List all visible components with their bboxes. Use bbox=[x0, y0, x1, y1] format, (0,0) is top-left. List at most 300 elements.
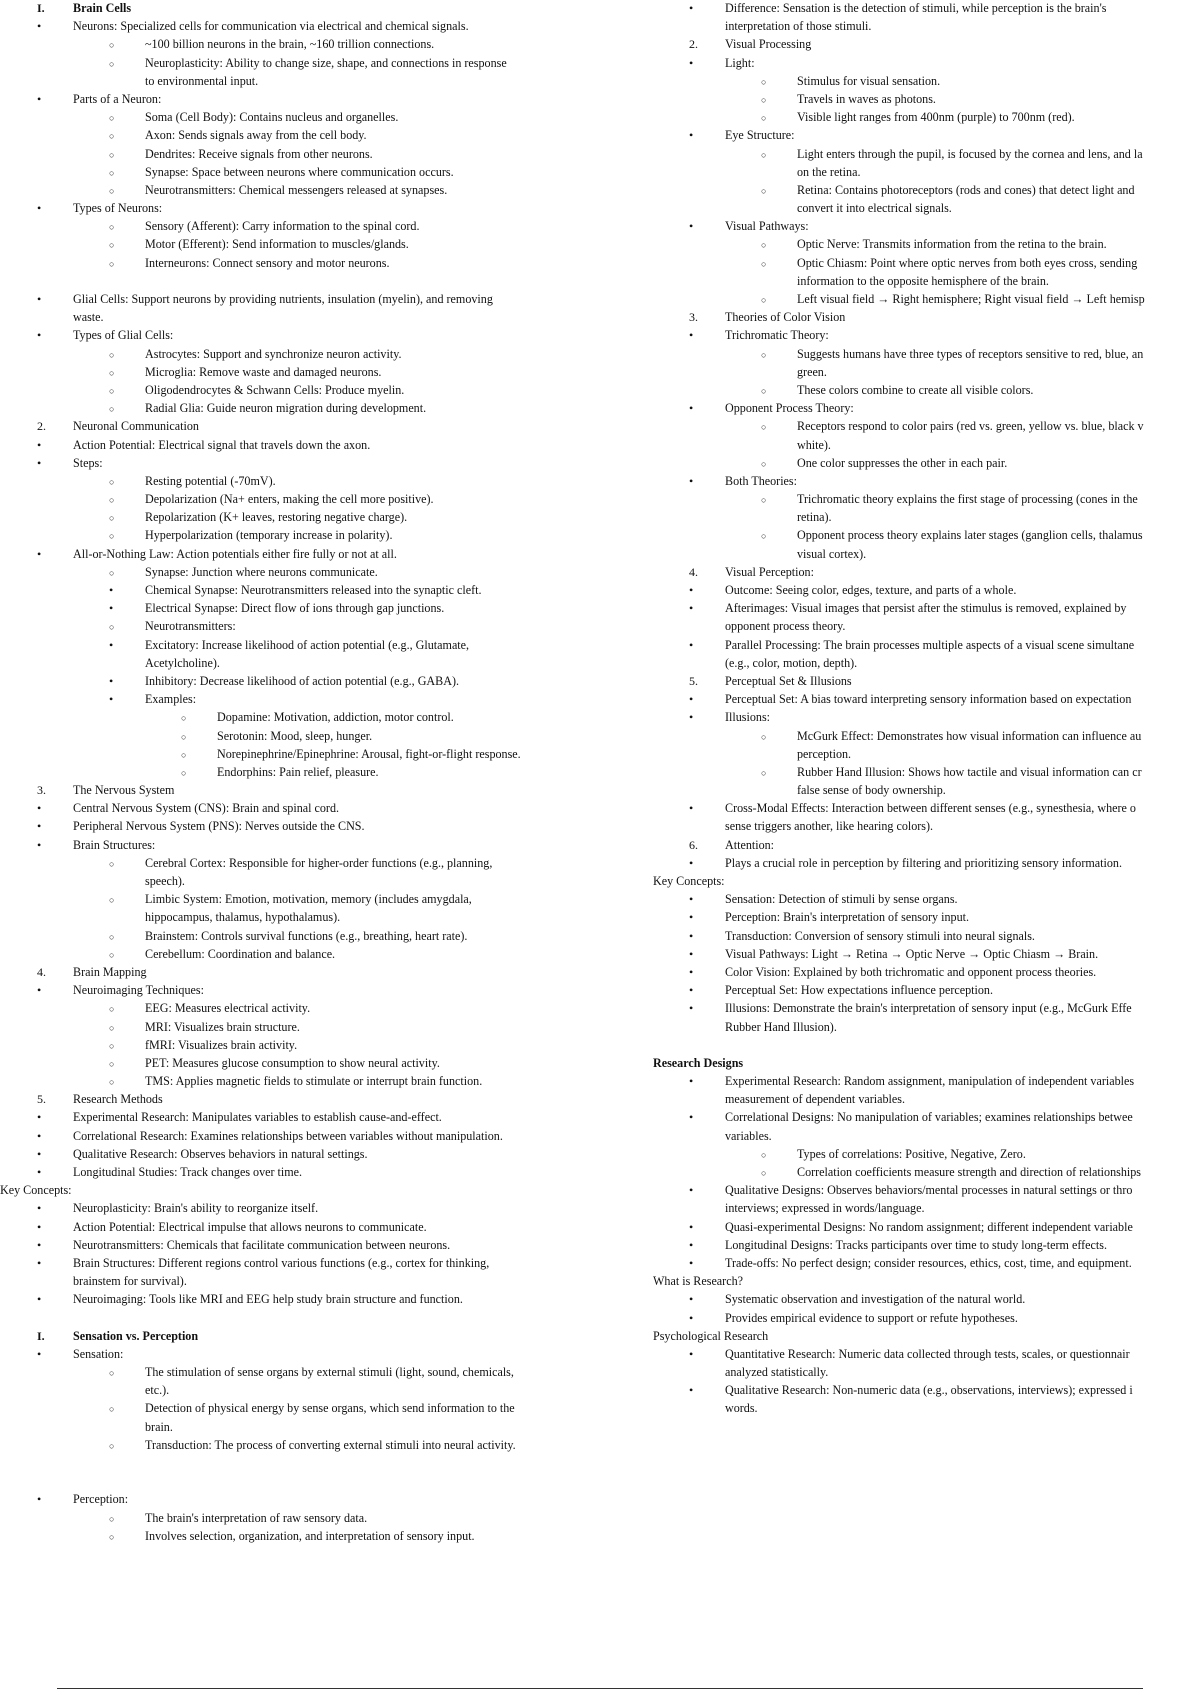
hollow-bullet: ○ bbox=[109, 1440, 115, 1451]
subheading: Key Concepts: bbox=[0, 1183, 72, 1198]
note-text: opponent process theory. bbox=[725, 619, 846, 634]
note-text: Quantitative Research: Numeric data collected through tests, scales, or questionnair bbox=[725, 1346, 1130, 1361]
note-text: Research Methods bbox=[73, 1092, 163, 1107]
note-line bbox=[652, 1309, 1200, 1327]
note-line bbox=[0, 108, 650, 126]
note-text: The Nervous System bbox=[73, 783, 175, 798]
note-text: Trade-offs: No perfect design; consider resources, ethics, cost, time, and equipment. bbox=[725, 1255, 1132, 1270]
right-column bbox=[652, 0, 1200, 1418]
note-line bbox=[0, 235, 650, 253]
note-line bbox=[652, 727, 1200, 745]
bullet: • bbox=[37, 1219, 42, 1234]
continuation-line bbox=[0, 908, 650, 926]
bullet: • bbox=[109, 673, 114, 688]
note-text: Optic Chiasm: Point where optic nerves from both eyes cross, sending bbox=[797, 255, 1138, 270]
note-line bbox=[0, 890, 650, 908]
note-text: Theories of Color Vision bbox=[725, 310, 846, 325]
continuation-line bbox=[652, 17, 1200, 35]
note-line bbox=[652, 381, 1200, 399]
note-text: Transduction: The process of converting external stimuli into neural activity. bbox=[145, 1437, 516, 1452]
note-text: analyzed statistically. bbox=[725, 1365, 829, 1380]
note-line bbox=[0, 199, 650, 217]
note-text: Neurotransmitters: bbox=[145, 619, 236, 634]
hollow-bullet: ○ bbox=[109, 185, 115, 196]
note-line bbox=[0, 672, 650, 690]
note-text: Repolarization (K+ leaves, restoring negative charge). bbox=[145, 510, 408, 525]
note-line bbox=[0, 945, 650, 963]
note-line bbox=[0, 181, 650, 199]
note-text: brainstem for survival). bbox=[73, 1274, 187, 1289]
bullet: • bbox=[37, 983, 42, 998]
note-line bbox=[0, 17, 650, 35]
hollow-bullet: ○ bbox=[109, 495, 115, 506]
note-text: Plays a crucial role in perception by filtering and prioritizing sensory information. bbox=[725, 855, 1122, 870]
bullet: • bbox=[37, 1346, 42, 1361]
note-line bbox=[652, 54, 1200, 72]
bullet: • bbox=[109, 601, 114, 616]
note-text: Microglia: Remove waste and damaged neurons. bbox=[145, 364, 382, 379]
continuation-line bbox=[652, 508, 1200, 526]
hollow-bullet: ○ bbox=[761, 258, 767, 269]
note-text: TMS: Applies magnetic fields to stimulate or interrupt brain function. bbox=[145, 1074, 483, 1089]
blank-line bbox=[652, 1036, 1200, 1054]
note-text: Sensory (Afferent): Carry information to the spinal cord. bbox=[145, 219, 420, 234]
note-line bbox=[652, 145, 1200, 163]
bullet: • bbox=[109, 637, 114, 652]
note-text: McGurk Effect: Demonstrates how visual information can influence au bbox=[797, 728, 1142, 743]
note-text: Attention: bbox=[725, 837, 775, 852]
note-text: Astrocytes: Support and synchronize neuron activity. bbox=[145, 346, 402, 361]
note-text: Visual Pathways: bbox=[725, 219, 809, 234]
list-number: 3. bbox=[689, 310, 698, 325]
note-line bbox=[0, 381, 650, 399]
note-text: Retina: Contains photoreceptors (rods and cones) that detect light and bbox=[797, 182, 1135, 197]
list-number: 6. bbox=[689, 837, 698, 852]
note-text: One color suppresses the other in each pair. bbox=[797, 455, 1008, 470]
bullet: • bbox=[689, 801, 694, 816]
note-text: on the retina. bbox=[797, 164, 861, 179]
note-text: Transduction: Conversion of sensory stimuli into neural signals. bbox=[725, 928, 1035, 943]
note-line bbox=[0, 1527, 650, 1545]
note-line bbox=[0, 454, 650, 472]
note-line bbox=[0, 1236, 650, 1254]
note-text: Quasi-experimental Designs: No random assignment; different independent variable bbox=[725, 1219, 1133, 1234]
note-line bbox=[0, 1490, 650, 1508]
bullet: • bbox=[689, 710, 694, 725]
note-text: Central Nervous System (CNS): Brain and spinal cord. bbox=[73, 801, 340, 816]
bullet: • bbox=[689, 1346, 694, 1361]
note-line bbox=[652, 1181, 1200, 1199]
note-text: Examples: bbox=[145, 692, 197, 707]
hollow-bullet: ○ bbox=[109, 895, 115, 906]
bullet: • bbox=[689, 892, 694, 907]
hollow-bullet: ○ bbox=[761, 422, 767, 433]
continuation-line bbox=[652, 654, 1200, 672]
bullet: • bbox=[689, 1183, 694, 1198]
note-text: Brain Mapping bbox=[73, 964, 147, 979]
bullet: • bbox=[689, 128, 694, 143]
note-text: perception. bbox=[797, 746, 852, 761]
note-text: Neuroimaging Techniques: bbox=[73, 983, 204, 998]
note-line bbox=[652, 326, 1200, 344]
note-text: Acetylcholine). bbox=[145, 655, 220, 670]
bullet: • bbox=[37, 437, 42, 452]
note-text: Qualitative Research: Observes behaviors in natural settings. bbox=[73, 1146, 368, 1161]
note-text: Afterimages: Visual images that persist after the stimulus is removed, explained by bbox=[725, 601, 1127, 616]
hollow-bullet: ○ bbox=[109, 1058, 115, 1069]
note-line bbox=[652, 35, 1200, 53]
bullet: • bbox=[689, 1255, 694, 1270]
bullet: • bbox=[689, 1237, 694, 1252]
continuation-line bbox=[652, 1363, 1200, 1381]
note-text: Excitatory: Increase likelihood of action potential (e.g., Glutamate, bbox=[145, 637, 470, 652]
bullet: • bbox=[37, 455, 42, 470]
note-text: Soma (Cell Body): Contains nucleus and organelles. bbox=[145, 110, 399, 125]
bullet: • bbox=[37, 1492, 42, 1507]
note-text: Suggests humans have three types of receptors sensitive to red, blue, an bbox=[797, 346, 1144, 361]
note-text: Cerebellum: Coordination and balance. bbox=[145, 946, 336, 961]
note-text: fMRI: Visualizes brain activity. bbox=[145, 1037, 298, 1052]
note-text: interpretation of those stimuli. bbox=[725, 19, 872, 34]
continuation-line bbox=[652, 363, 1200, 381]
bullet: • bbox=[689, 1, 694, 15]
hollow-bullet: ○ bbox=[761, 531, 767, 542]
note-line bbox=[0, 1363, 650, 1381]
note-line bbox=[0, 345, 650, 363]
list-number: I. bbox=[37, 1328, 45, 1343]
hollow-bullet: ○ bbox=[109, 476, 115, 487]
section-heading: Sensation vs. Perception bbox=[73, 1328, 199, 1343]
note-line bbox=[652, 1381, 1200, 1399]
note-text: retina). bbox=[797, 510, 832, 525]
note-text: Visual Pathways: Light → Retina → Optic Nerve → Optic Chiasm → Brain. bbox=[725, 946, 1099, 961]
subheading: Key Concepts: bbox=[653, 874, 725, 888]
note-line bbox=[652, 1236, 1200, 1254]
note-text: Optic Nerve: Transmits information from the retina to the brain. bbox=[797, 237, 1107, 252]
note-text: Hyperpolarization (temporary increase in polarity). bbox=[145, 528, 393, 543]
note-text: false sense of body ownership. bbox=[797, 783, 946, 798]
note-text: Sensation: Detection of stimuli by sense organs. bbox=[725, 892, 958, 907]
note-line bbox=[652, 72, 1200, 90]
list-number: I. bbox=[37, 1, 45, 15]
note-line bbox=[652, 290, 1200, 308]
note-line bbox=[0, 1399, 650, 1417]
note-text: Experimental Research: Random assignment, manipulation of independent variables bbox=[725, 1074, 1135, 1089]
hollow-bullet: ○ bbox=[109, 1513, 115, 1524]
left-column bbox=[0, 0, 650, 1545]
note-text: (e.g., color, motion, depth). bbox=[725, 655, 858, 670]
note-line bbox=[0, 254, 650, 272]
note-line bbox=[0, 1163, 650, 1181]
note-line bbox=[0, 163, 650, 181]
bullet: • bbox=[689, 473, 694, 488]
note-text: Neurotransmitters: Chemical messengers released at synapses. bbox=[145, 182, 448, 197]
bullet: • bbox=[37, 546, 42, 561]
note-text: Oligodendrocytes & Schwann Cells: Produce myelin. bbox=[145, 382, 405, 397]
hollow-bullet: ○ bbox=[109, 222, 115, 233]
hollow-bullet: ○ bbox=[109, 531, 115, 542]
list-number: 2. bbox=[37, 419, 46, 434]
note-text: Trichromatic theory explains the first stage of processing (cones in the bbox=[797, 492, 1138, 507]
note-text: visual cortex). bbox=[797, 546, 867, 561]
note-line bbox=[652, 945, 1200, 963]
note-text: Experimental Research: Manipulates variables to establish cause-and-effect. bbox=[73, 1110, 442, 1125]
hollow-bullet: ○ bbox=[761, 1168, 767, 1178]
note-text: Difference: Sensation is the detection of stimuli, while perception is the brain's bbox=[725, 1, 1107, 15]
note-line bbox=[0, 836, 650, 854]
bullet: • bbox=[689, 1292, 694, 1307]
note-text: Chemical Synapse: Neurotransmitters released into the synaptic cleft. bbox=[145, 583, 482, 597]
note-line bbox=[652, 908, 1200, 926]
note-line bbox=[652, 636, 1200, 654]
list-number: 2. bbox=[689, 37, 698, 52]
note-line bbox=[652, 708, 1200, 726]
bullet: • bbox=[37, 1110, 42, 1125]
continuation-line bbox=[0, 308, 650, 326]
note-text: PET: Measures glucose consumption to show neural activity. bbox=[145, 1055, 440, 1070]
note-line bbox=[652, 217, 1200, 235]
note-line bbox=[652, 836, 1200, 854]
note-line bbox=[0, 126, 650, 144]
note-line bbox=[652, 254, 1200, 272]
list-number: 4. bbox=[37, 964, 46, 979]
note-text: Visible light ranges from 400nm (purple) to 700nm (red). bbox=[797, 110, 1075, 125]
bullet: • bbox=[37, 1237, 42, 1252]
bullet: • bbox=[689, 946, 694, 961]
note-line bbox=[652, 1108, 1200, 1126]
note-text: Visual Processing bbox=[725, 37, 812, 52]
note-text: Interneurons: Connect sensory and motor neurons. bbox=[145, 255, 390, 270]
note-line bbox=[0, 1199, 650, 1217]
note-line bbox=[652, 854, 1200, 872]
note-text: to environmental input. bbox=[145, 73, 259, 88]
hollow-bullet: ○ bbox=[109, 622, 115, 633]
bullet: • bbox=[689, 910, 694, 925]
note-text: Both Theories: bbox=[725, 473, 797, 488]
note-text: Brain Structures: Different regions control various functions (e.g., cortex for thinking, bbox=[73, 1255, 490, 1270]
continuation-line bbox=[0, 872, 650, 890]
note-line bbox=[652, 1054, 1200, 1072]
hollow-bullet: ○ bbox=[109, 367, 115, 378]
hollow-bullet: ○ bbox=[109, 149, 115, 160]
note-text: Perceptual Set: A bias toward interpreting sensory information based on expectation bbox=[725, 692, 1132, 707]
hollow-bullet: ○ bbox=[181, 713, 187, 724]
hollow-bullet: ○ bbox=[761, 731, 767, 742]
note-line bbox=[652, 0, 1200, 17]
hollow-bullet: ○ bbox=[181, 749, 187, 760]
note-text: MRI: Visualizes brain structure. bbox=[145, 1019, 300, 1034]
bullet: • bbox=[37, 1255, 42, 1270]
note-line bbox=[0, 927, 650, 945]
note-text: Neuronal Communication bbox=[73, 419, 199, 434]
note-line bbox=[0, 781, 650, 799]
note-line bbox=[652, 563, 1200, 581]
note-text: Correlational Designs: No manipulation of variables; examines relationships betwee bbox=[725, 1110, 1133, 1125]
note-text: Correlation coefficients measure strength and direction of relationships bbox=[797, 1165, 1142, 1179]
note-text: Neuroplasticity: Brain's ability to reorganize itself. bbox=[73, 1201, 319, 1216]
hollow-bullet: ○ bbox=[761, 94, 767, 105]
note-text: Perceptual Set & Illusions bbox=[725, 673, 852, 688]
note-line bbox=[652, 1218, 1200, 1236]
note-line bbox=[652, 417, 1200, 435]
note-line bbox=[0, 690, 650, 708]
note-line bbox=[0, 290, 650, 308]
note-text: Brain Structures: bbox=[73, 837, 156, 852]
note-line bbox=[652, 308, 1200, 326]
note-line bbox=[0, 1145, 650, 1163]
note-text: Inhibitory: Decrease likelihood of action potential (e.g., GABA). bbox=[145, 673, 460, 688]
note-text: Cross-Modal Effects: Interaction between different senses (e.g., synesthesia, where o bbox=[725, 801, 1136, 816]
note-line bbox=[652, 890, 1200, 908]
note-line bbox=[652, 981, 1200, 999]
hollow-bullet: ○ bbox=[761, 1149, 767, 1160]
note-line bbox=[0, 981, 650, 999]
hollow-bullet: ○ bbox=[109, 349, 115, 360]
note-text: Stimulus for visual sensation. bbox=[797, 73, 941, 88]
note-text: Sensation: bbox=[73, 1346, 124, 1361]
continuation-line bbox=[0, 1381, 650, 1399]
note-text: Perception: Brain's interpretation of sensory input. bbox=[725, 910, 970, 925]
note-text: Opponent Process Theory: bbox=[725, 401, 854, 416]
note-text: etc.). bbox=[145, 1383, 170, 1398]
note-text: Brainstem: Controls survival functions (e.g., breathing, heart rate). bbox=[145, 928, 468, 943]
note-line bbox=[0, 90, 650, 108]
note-text: Qualitative Designs: Observes behaviors/mental processes in natural settings or thro bbox=[725, 1183, 1133, 1198]
continuation-line bbox=[652, 163, 1200, 181]
bullet: • bbox=[689, 1219, 694, 1234]
note-line bbox=[0, 745, 650, 763]
continuation-line bbox=[652, 1018, 1200, 1036]
hollow-bullet: ○ bbox=[109, 404, 115, 415]
note-line bbox=[0, 763, 650, 781]
note-text: waste. bbox=[73, 310, 104, 325]
hollow-bullet: ○ bbox=[181, 767, 187, 778]
continuation-line bbox=[652, 781, 1200, 799]
bullet: • bbox=[37, 328, 42, 343]
subheading: Psychological Research bbox=[653, 1328, 769, 1343]
note-text: information to the opposite hemisphere of the brain. bbox=[797, 273, 1049, 288]
note-line bbox=[652, 763, 1200, 781]
note-text: Glial Cells: Support neurons by providing nutrients, insulation (myelin), and removing bbox=[73, 292, 493, 306]
note-line bbox=[0, 636, 650, 654]
note-line bbox=[0, 54, 650, 72]
note-text: Left visual field → Right hemisphere; Right visual field → Left hemisp bbox=[797, 292, 1145, 306]
hollow-bullet: ○ bbox=[761, 149, 767, 160]
note-line bbox=[0, 417, 650, 435]
note-text: Steps: bbox=[73, 455, 103, 470]
note-text: Eye Structure: bbox=[725, 128, 795, 143]
note-text: Trichromatic Theory: bbox=[725, 328, 829, 343]
note-text: Involves selection, organization, and interpretation of sensory input. bbox=[145, 1528, 475, 1543]
note-line bbox=[0, 1072, 650, 1090]
continuation-line bbox=[652, 1090, 1200, 1108]
note-line bbox=[652, 1145, 1200, 1163]
bullet: • bbox=[689, 637, 694, 652]
hollow-bullet: ○ bbox=[109, 58, 115, 69]
note-line bbox=[652, 927, 1200, 945]
bullet: • bbox=[689, 219, 694, 234]
bullet: • bbox=[37, 1165, 42, 1179]
bullet: • bbox=[689, 1001, 694, 1016]
note-line bbox=[0, 326, 650, 344]
continuation-line bbox=[652, 617, 1200, 635]
list-number: 3. bbox=[37, 783, 46, 798]
note-text: Illusions: bbox=[725, 710, 771, 725]
note-line bbox=[652, 181, 1200, 199]
hollow-bullet: ○ bbox=[109, 1022, 115, 1033]
bullet: • bbox=[37, 1146, 42, 1161]
note-text: Light enters through the pupil, is focused by the cornea and lens, and la bbox=[797, 146, 1143, 161]
bullet: • bbox=[689, 928, 694, 943]
bullet: • bbox=[37, 801, 42, 816]
note-line bbox=[0, 508, 650, 526]
note-line bbox=[652, 1163, 1200, 1181]
note-line bbox=[652, 526, 1200, 544]
note-text: hippocampus, thalamus, hypothalamus). bbox=[145, 910, 341, 925]
note-line bbox=[0, 1090, 650, 1108]
bullet: • bbox=[689, 855, 694, 870]
section-heading: Brain Cells bbox=[73, 1, 132, 15]
note-line bbox=[0, 145, 650, 163]
note-text: Peripheral Nervous System (PNS): Nerves outside the CNS. bbox=[73, 819, 365, 834]
note-line bbox=[652, 999, 1200, 1017]
bullet: • bbox=[689, 1074, 694, 1089]
note-line bbox=[0, 854, 650, 872]
note-text: Dendrites: Receive signals from other neurons. bbox=[145, 146, 373, 161]
note-text: Types of correlations: Positive, Negative, Zero. bbox=[797, 1146, 1026, 1161]
note-text: Perception: bbox=[73, 1492, 129, 1507]
bullet: • bbox=[689, 583, 694, 597]
continuation-line bbox=[652, 1127, 1200, 1145]
note-text: Norepinephrine/Epinephrine: Arousal, fight-or-flight response. bbox=[217, 746, 521, 761]
bullet: • bbox=[109, 583, 114, 597]
note-text: Cerebral Cortex: Responsible for higher-order functions (e.g., planning, bbox=[145, 855, 493, 870]
note-line bbox=[0, 0, 650, 17]
note-text: Correlational Research: Examines relationships between variables without manipulation. bbox=[73, 1128, 503, 1143]
note-text: Synapse: Junction where neurons communicate. bbox=[145, 564, 378, 579]
note-text: Color Vision: Explained by both trichromatic and opponent process theories. bbox=[725, 964, 1097, 979]
note-text: Longitudinal Studies: Track changes over time. bbox=[73, 1165, 303, 1179]
hollow-bullet: ○ bbox=[761, 385, 767, 396]
note-text: Systematic observation and investigation of the natural world. bbox=[725, 1292, 1026, 1307]
note-line bbox=[0, 999, 650, 1017]
bullet: • bbox=[689, 692, 694, 707]
note-text: These colors combine to create all visible colors. bbox=[797, 382, 1034, 397]
note-line bbox=[652, 581, 1200, 599]
hollow-bullet: ○ bbox=[109, 513, 115, 524]
note-line bbox=[652, 108, 1200, 126]
bullet: • bbox=[689, 1110, 694, 1125]
note-line bbox=[0, 472, 650, 490]
note-text: All-or-Nothing Law: Action potentials either fire fully or not at all. bbox=[73, 546, 397, 561]
note-text: Neuroplasticity: Ability to change size, shape, and connections in response bbox=[145, 55, 507, 70]
note-text: sense triggers another, like hearing colors). bbox=[725, 819, 934, 834]
note-line bbox=[0, 1054, 650, 1072]
note-text: Visual Perception: bbox=[725, 564, 814, 579]
bullet: • bbox=[37, 1128, 42, 1143]
note-line bbox=[0, 581, 650, 599]
hollow-bullet: ○ bbox=[761, 113, 767, 124]
note-text: Rubber Hand Illusion). bbox=[725, 1019, 837, 1034]
note-text: Endorphins: Pain relief, pleasure. bbox=[217, 764, 379, 779]
bullet: • bbox=[37, 19, 42, 34]
bullet: • bbox=[689, 601, 694, 616]
note-text: variables. bbox=[725, 1128, 772, 1143]
hollow-bullet: ○ bbox=[109, 113, 115, 124]
note-line bbox=[0, 963, 650, 981]
continuation-line bbox=[652, 199, 1200, 217]
note-text: Neurotransmitters: Chemicals that facilitate communication between neurons. bbox=[73, 1237, 451, 1252]
